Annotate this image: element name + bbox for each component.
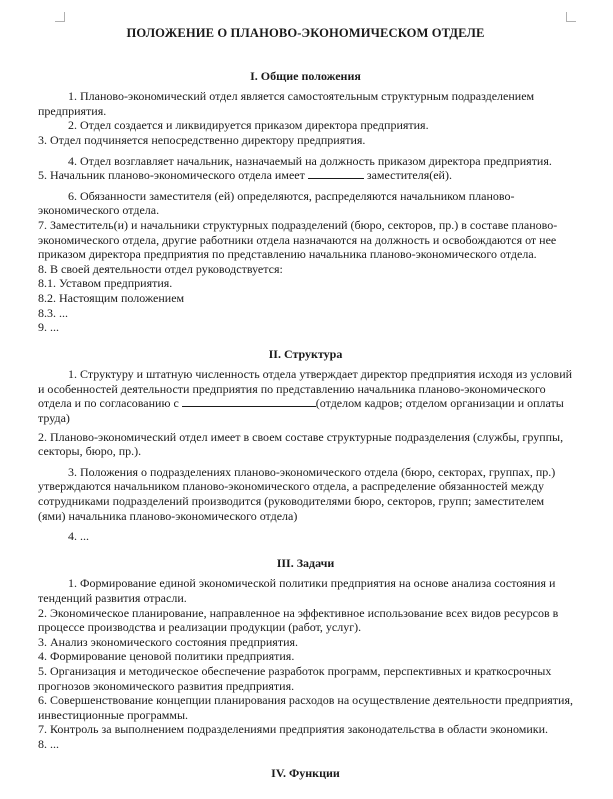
section-heading-tasks: III. Задачи: [276, 555, 335, 570]
paragraph: 8. В своей деятельности отдел руководствуется:: [38, 261, 283, 276]
document-page: [38, 26, 573, 780]
text-fragment: (отделом кадров; отделом организации и оплаты труда): [38, 396, 564, 426]
paragraph: 4. Формирование ценовой политики предприятия.: [38, 649, 295, 664]
paragraph: 8.2. Настоящим положением: [38, 290, 185, 305]
paragraph: 8. ...: [38, 736, 59, 751]
paragraph: 3. Анализ экономического состояния предприятия.: [38, 634, 299, 649]
paragraph: 7. Заместитель(и) и начальники структурных подразделений (бюро, секторов, пр.) в составе планово-экономического отдела, другие работники отдела назначаются на должность и освобождаются от нее приказом директора предприятия по представлению начальника планово-экономического отдела.: [38, 217, 558, 262]
paragraph: 3. Положения о подразделениях планово-экономического отдела (бюро, секторах, группах, пр.) утверждаются начальником планово-экономического отдела, а распределение обязанностей между сотрудниками подразделений производится (руководителями бюро, секторов, групп; заместителем (ями) начальника планово-экономического отдела): [38, 464, 556, 523]
page-corner-mark-right: [566, 12, 576, 22]
section-heading-structure: II. Структура: [268, 346, 343, 361]
section-heading-functions: IV. Функции: [271, 765, 340, 780]
text-fragment: заместителя(ей).: [363, 168, 452, 183]
paragraph-with-blank: [38, 367, 573, 425]
paragraph: 4. Отдел возглавляет начальник, назначаемый на должность приказом директора предприятия.: [68, 153, 552, 168]
paragraph: 5. Организация и методическое обеспечение разработок программ, перспективных и краткосрочных прогнозов экономического развития предприятия.: [38, 663, 552, 693]
paragraph: 2. Отдел создается и ликвидируется приказом директора предприятия.: [68, 118, 429, 133]
paragraph: 1. Формирование единой экономической политики предприятия на основе анализа состояния и тенденций развития отрасли.: [38, 576, 556, 605]
paragraph: 3. Отдел подчиняется непосредственно директору предприятия.: [38, 132, 366, 147]
text-fragment: 1. Структуру и штатную численность отдела утверждает директор предприятия исходя из условий и особенностей деятельности предприятия по представлению начальника планово-экономического отдела и по согласованию с: [38, 367, 573, 411]
fill-in-blank: [182, 396, 316, 407]
paragraph: 7. Контроль за выполнением подразделениями предприятия законодательства в области экономики.: [38, 722, 549, 737]
fill-in-blank: [308, 168, 364, 179]
paragraph: 6. Совершенствование концепции планирования расходов на осуществление деятельности предприятия, инвестиционные программы.: [38, 693, 573, 722]
document-title: ПОЛОЖЕНИЕ О ПЛАНОВО-ЭКОНОМИЧЕСКОМ ОТДЕЛЕ: [126, 26, 485, 40]
section-heading-general: I. Общие положения: [250, 68, 361, 83]
paragraph: 6. Обязанности заместителя (ей) определяются, распределяются начальником планово-экономического отдела.: [38, 188, 515, 218]
paragraph: 9. ...: [38, 320, 59, 335]
paragraph: 4. ...: [68, 529, 89, 544]
paragraph-with-blank: [38, 168, 573, 183]
paragraph: 1. Планово-экономический отдел является самостоятельным структурным подразделением предприятия.: [38, 89, 535, 118]
paragraph: 2. Экономическое планирование, направленное на эффективное использование всех видов ресурсов в процессе производства и реализации продукции (работ, услуг).: [38, 605, 559, 635]
paragraph: 2. Планово-экономический отдел имеет в своем составе структурные подразделения (службы, группы, секторы, бюро, пр.).: [38, 429, 564, 459]
paragraph: 8.1. Уставом предприятия.: [38, 276, 173, 291]
text-fragment: 5. Начальник планово-экономического отдела имеет: [38, 168, 308, 183]
page-corner-mark-left: [55, 12, 65, 22]
paragraph: 8.3. ...: [38, 305, 68, 320]
